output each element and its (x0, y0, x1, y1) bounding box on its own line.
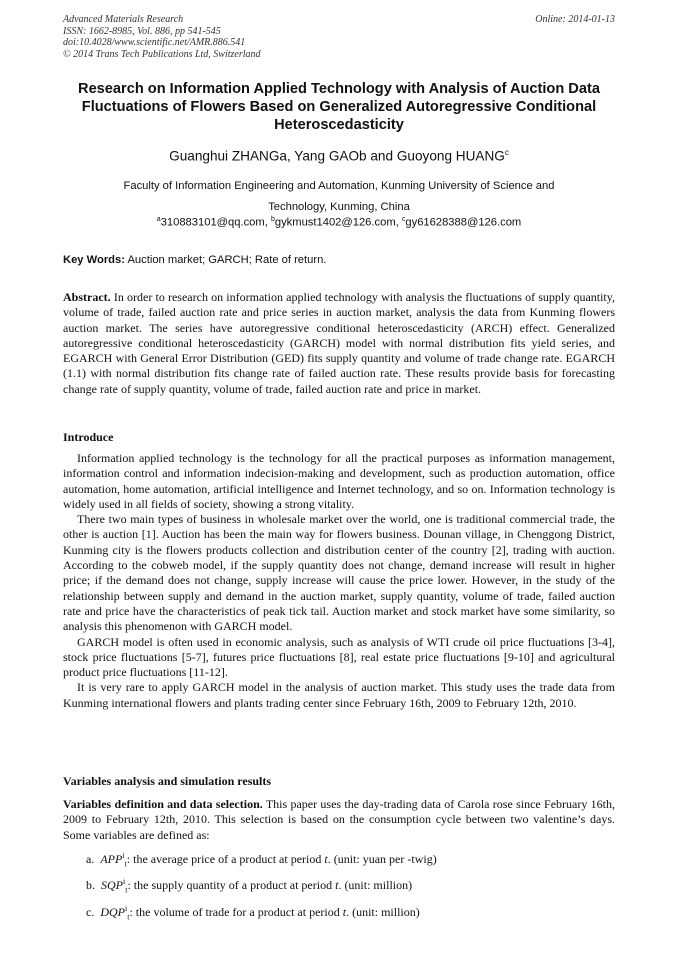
affiliation (0, 176, 678, 218)
symbol-superscript: i (122, 851, 125, 860)
authors-text: Guanghui ZHANGa, Yang GAOb and Guoyong HUANG (169, 148, 505, 164)
abstract-text: In order to research on information applied technology with analysis the fluctuations of supply quantity, volume of trade, failed auction rate and price series in auction market, analysis the data from Kunming flowers auction market. The series have autoregressive conditional heteroscedasticity (ARCH) effect. Generalized autoregressive conditional heteroscedasticity (GARCH) model with normal distribution fits yield series, and EGARCH with General Error Distribution (GED) fits supply quantity and volume of trade change rate. EGARCH (1.1) with normal distribution fits change rate of failed auction rate. These results provide basis for forecasting change rate of supply quantity, volume of trade, failed auction rate and price in market. (63, 290, 615, 396)
variable-symbol: APP (100, 852, 123, 866)
symbol-superscript: i (125, 903, 128, 913)
symbol-subscript: t (125, 885, 128, 895)
keywords-text: Auction market; GARCH; Rate of return. (124, 254, 327, 266)
paragraph: GARCH model is often used in economic analysis, such as analysis of WTI crude oil price fluctuations [3-4], stock price fluctuations [5-7], futures price fluctuations [8], real estate price fluctuations [9-10] and agricultural product price fluctuations [11-12]. (63, 634, 615, 680)
affiliation-line-1: Faculty of Information Engineering and Automation, Kunming University of Science and (123, 180, 555, 192)
keywords (63, 254, 615, 266)
variable-symbol: DQP (100, 904, 125, 919)
period-symbol: t (324, 852, 328, 866)
author-list (0, 148, 678, 164)
doi-line: doi:10.4028/www.scientific.net/AMR.886.541 (63, 37, 246, 49)
paragraph: Information applied technology is the technology for all the practical purposes as information management, information control and information indecision-making and development, such as production automation, office automation, home automation, artificial intelligence and Internet technology, and so on. Information technology is widely used in all fields of society, showing a strong vitality. (63, 451, 615, 511)
variable-unit: . (unit: million) (338, 878, 413, 893)
email-a-marker: a (156, 216, 161, 223)
issn-line: ISSN: 1662-8985, Vol. 886, pp 541-545 (63, 25, 221, 37)
list-item (86, 847, 615, 873)
variable-unit: . (unit: yuan per -twig) (327, 852, 437, 866)
journal-name: Advanced Materials Research (63, 14, 184, 25)
symbol-superscript: i (123, 877, 126, 887)
section-heading-variables: Variables analysis and simulation results (63, 774, 272, 788)
variables-section (63, 797, 615, 843)
list-marker: a. (86, 852, 95, 866)
abstract-label: Abstract. (63, 290, 111, 304)
variables-text: This paper uses the day-trading data of Carola rose since February 16th, 2009 to February 12th, 2010. This selection is based on the consumption cycle between two valentine’s days. Some variables are defined as: (63, 797, 615, 842)
affiliation-line-2: Technology, Kunming, China (268, 201, 410, 213)
email-c-marker: c (401, 216, 406, 223)
email-a: 310883101@qq.com, (160, 216, 271, 229)
period-symbol: t (342, 904, 347, 919)
copyright-line: © 2014 Trans Tech Publications Ltd, Switzerland (63, 48, 261, 60)
variable-description: : the volume of trade for a product at period (129, 904, 343, 919)
section-heading-introduce: Introduce (63, 430, 114, 444)
variable-unit: . (unit: million) (346, 904, 420, 919)
email-list (0, 216, 678, 229)
list-item (86, 873, 615, 899)
email-b-marker: b (270, 216, 275, 223)
subsection-heading: Variables definition and data selection. (63, 797, 263, 811)
list-item (86, 900, 615, 926)
introduce-section (63, 451, 615, 711)
list-marker: b. (86, 878, 95, 893)
paragraph: There two main types of business in wholesale market over the world, one is traditional commercial trade, the other is auction [1]. Auction has been the main way for flowers business. Dounan village, in Chenggong District, Kunming city is the flowers products collection and distribution center of the country [2], trading with auction. According to the cobweb model, if the supply quantity does not change, demand increase will result in higher price; if the demand does not change, supply increase will cause the price lower. However, in the study of the relationship between supply and demand in the auction market, supply quantity, volume of trade, failed auction rate and price have the characteristics of peak tick tail. Auction market and stock market have some similarity, so analysis this phenomenon with GARCH model. (63, 512, 615, 634)
abstract (63, 290, 615, 397)
email-c: gy61628388@126.com (405, 216, 522, 229)
variable-symbol: SQP (101, 878, 123, 893)
email-b: gykmust1402@126.com, (274, 216, 402, 229)
symbol-subscript: t (124, 859, 127, 869)
paper-title: Research on Information Applied Technology with Analysis of Auction Data Fluctuations of Flowers Based on Generalized Autoregressive Conditional Heteroscedasticity (78, 81, 600, 133)
page-header (63, 14, 615, 60)
variable-description: : the supply quantity of a product at period (127, 878, 336, 893)
paragraph: It is very rare to apply GARCH model in the analysis of auction market. This study uses the trade data from Kunming international flowers and plants trading center since February 16th, 2009 to February 12th, 2010. (63, 680, 615, 710)
variable-description: : the average price of a product at period (126, 852, 325, 866)
author-superscript: c (504, 148, 509, 157)
symbol-subscript: t (127, 912, 130, 922)
online-date: Online: 2014-01-13 (535, 14, 615, 25)
variable-definitions (86, 847, 615, 926)
period-symbol: t (335, 878, 339, 893)
list-marker: c. (86, 904, 95, 919)
keywords-label: Key Words: (63, 254, 125, 266)
